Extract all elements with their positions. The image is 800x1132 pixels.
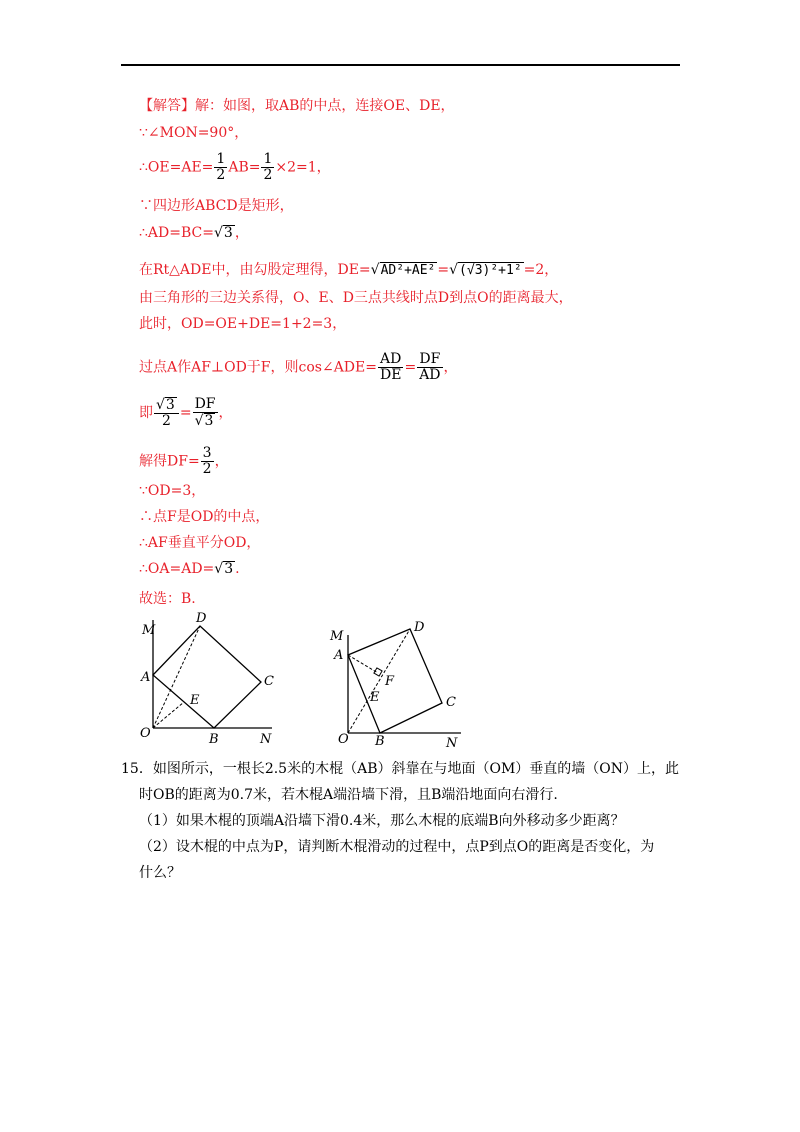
question-15-line-1: 15．如图所示，一根长2.5米的木棍（AB）斜靠在与地面（OM）垂直的墙（ON）上，此 [121, 761, 680, 777]
solution-tag: 【解答】 [139, 98, 195, 114]
solution-line-16: 故选：B. [139, 591, 196, 607]
label-n: N [260, 732, 272, 747]
question-number: 15． [121, 761, 153, 777]
solution-line-1: 【解答】解：如图，取AB的中点，连接OE、DE， [139, 98, 455, 114]
sqrt-symbol: √3 [213, 225, 233, 241]
fraction-root3-2: $\frac{√3}{2}$ [154, 397, 179, 429]
dashed-od [153, 626, 200, 728]
label-m: M [330, 629, 344, 644]
solution-line-6: 在Rt△ADE中，由勾股定理得，DE=√AD²+AE² =√(√3)²+1² =2， [139, 262, 559, 278]
label-o: O [140, 726, 151, 741]
question-15-part-2-line-2: 什么？ [139, 865, 181, 881]
fraction-df-ad: $\frac{DF}{AD}$ [419, 351, 441, 383]
question-15-line-2: 时OB的距离为0.7米，若木棍A端沿墙下滑，且B端沿地面向右滑行. [139, 787, 558, 803]
question-15-part-2-line-1: （2）设木棍的中点为P，请判断木棍滑动的过程中，点P到点O的距离是否变化，为 [139, 839, 655, 855]
fraction-3-2: $\frac{3}{2}$ [202, 445, 212, 477]
figure-right [318, 615, 478, 755]
solution-line-7: 由三角形的三边关系得，O、E、D三点共线时点D到点O的距离最大， [139, 290, 573, 306]
label-d: D [196, 611, 207, 626]
right-angle-mark [374, 668, 382, 676]
question-15-part-1: （1）如果木棍的顶端A沿墙下滑0.4米，那么木棍的底端B向外移动多少距离？ [139, 813, 625, 829]
label-n: N [446, 736, 458, 751]
solution-line-10: 即 $\frac{√3}{2}$ = $\frac{DF}{√3}$ ， [139, 396, 233, 429]
solution-line-9: 过点A作AF⊥OD于F，则cos∠ADE= $\frac{AD}{DE}$ = $\frac{DF}{AD}$ ， [139, 351, 458, 383]
label-f: F [385, 674, 395, 689]
figure-left [130, 610, 290, 750]
header-rule [121, 64, 680, 66]
solution-line-15: ∴OA=AD=√3 . [139, 561, 240, 577]
solution-line-8: 此时，OD=OE+DE=1+2=3， [139, 316, 347, 332]
sqrt-symbol: √AD²+AE² [370, 262, 436, 278]
label-b: B [209, 732, 219, 747]
label-d: D [414, 620, 425, 635]
solution-line-13: ∴点F是OD的中点， [139, 509, 270, 525]
solution-line-12: ∵OD=3， [139, 483, 206, 499]
sqrt-symbol: √(√3)²+1² [449, 262, 522, 278]
solution-line-3: ∴OE=AE= $\frac{1}{2}$ AB= $\frac{1}{2}$ ×2=1， [139, 151, 331, 183]
solution-line-2: ∵∠MON=90°， [139, 125, 249, 141]
dashed-od [348, 629, 410, 733]
dashed-af [348, 655, 378, 673]
solution-line-5: ∴AD=BC=√3 ， [139, 225, 249, 241]
label-o: O [338, 732, 349, 747]
sqrt-symbol: √3 [214, 561, 234, 577]
fraction-ad-de: $\frac{AD}{DE}$ [380, 351, 402, 383]
label-a: A [141, 670, 151, 685]
label-e: E [190, 693, 200, 708]
solution-line-4: ∵四边形ABCD是矩形， [139, 198, 294, 214]
fraction-half: $\frac{1}{2}$ [216, 151, 226, 183]
label-b: B [375, 734, 385, 749]
rectangle-abcd [153, 626, 261, 728]
solution-line-14: ∴AF垂直平分OD， [139, 535, 261, 551]
solution-line-11: 解得DF= $\frac{3}{2}$ ， [139, 445, 229, 477]
label-a: A [334, 648, 344, 663]
label-e: E [370, 690, 380, 705]
label-c: C [446, 695, 456, 710]
fraction-half: $\frac{1}{2}$ [263, 151, 273, 183]
dashed-oe [153, 702, 184, 728]
fraction-df-root3: $\frac{DF}{√3}$ [194, 396, 216, 429]
label-m: M [142, 623, 156, 638]
label-c: C [264, 674, 274, 689]
rectangle-abcd [348, 629, 442, 733]
